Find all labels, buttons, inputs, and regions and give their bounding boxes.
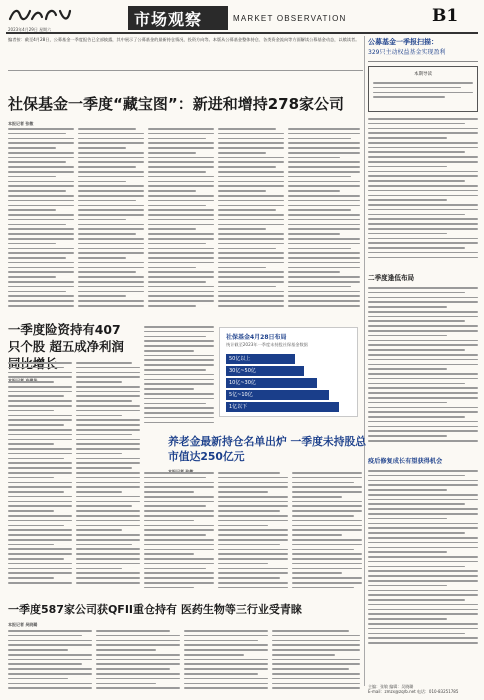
column-divider [364, 36, 365, 686]
infobox-row [226, 378, 352, 388]
infobox-row [226, 390, 352, 400]
right-column-text-2 [368, 287, 478, 452]
right-column-box [368, 66, 478, 112]
infobox-row-label: 50亿以上 [229, 356, 251, 362]
article-4-col-3 [184, 630, 268, 696]
newspaper-logo [8, 5, 72, 25]
qfii-headline-byline: 本报记者 吴晓璐 [8, 622, 38, 627]
infobox-row [226, 366, 352, 376]
infobox-title: 社保基金4月28日布局 [226, 334, 287, 341]
article-3-col-1 [144, 472, 214, 597]
right-column-box-label: 本期导读 [414, 72, 432, 77]
infobox-row [226, 354, 352, 364]
qfii-headline[interactable] [8, 602, 368, 632]
right-column-subheading: 329只主动权益基金实现盈利 [368, 49, 446, 56]
pension-headline-title: 养老金最新持仓名单出炉 一季度未持股总市值达250亿元 [168, 435, 367, 463]
main-headline-byline: 本报记者 张敏 [8, 121, 34, 126]
infobox-row-label: 5亿~10亿 [229, 392, 253, 398]
social-security-infobox [219, 327, 358, 417]
footer-contact: E-mail：zmzx@zqrb.net 电话：010-83251785 [368, 689, 459, 694]
infobox-row-label: 30亿~50亿 [229, 368, 256, 374]
infobox-subtitle: 统计截至2023年一季度末持股社保基金数据 [226, 342, 308, 347]
article-4-col-1 [8, 630, 92, 696]
article-3-col-3 [292, 472, 362, 597]
article-4-col-4 [272, 630, 360, 696]
page-footer [368, 684, 478, 694]
article-2-col-1 [8, 362, 72, 597]
article-3-col-2 [218, 472, 288, 597]
issue-date: 2023年4月29日 星期六 [8, 27, 52, 32]
right-column-text-3 [368, 470, 478, 655]
right-column-text-1 [368, 118, 478, 268]
qfii-headline-title: 一季度587家公司获QFII重仓持有 医药生物等三行业受青睐 [8, 603, 302, 616]
article-1-col-4 [218, 128, 284, 316]
article-2-col-2 [76, 362, 140, 597]
infobox-row [226, 402, 352, 412]
article-1-col-3 [148, 128, 214, 316]
masthead-rule [6, 32, 478, 34]
editor-note: 编者按：截至4月28日，公募基金一季度报告已全部披露，其中展示了公募基金的最新持仓情况、投资方向等。本版从公募基金整体持仓、各类资金流向等方面解读公募基金动态，以飨读者。 [8, 37, 363, 71]
insurance-headline-title: 一季度险资持有407只个股 超五成净利润 [8, 322, 124, 354]
infobox-row-label: 10亿~30亿 [229, 380, 256, 386]
infobox-row-label: 1亿以下 [229, 404, 248, 410]
right-column-section-title: 二季度逢低布局 [368, 274, 415, 282]
article-1-col-2 [78, 128, 144, 316]
article-2-col-3 [144, 326, 214, 430]
section-title: 市场观察 [134, 10, 203, 29]
article-1-col-5 [288, 128, 360, 316]
page-number: B1 [432, 6, 459, 26]
right-column-section-title-2: 疫后修复成长有望获得机会 [368, 458, 443, 465]
article-4-col-2 [96, 630, 180, 696]
article-1-col-1 [8, 128, 74, 316]
main-headline-title: 社保基金一季度“藏宝图”：新进和增持278家公司 [8, 95, 345, 113]
section-title-en: MARKET OBSERVATION [233, 14, 347, 23]
right-column [368, 37, 478, 697]
right-column-heading: 公募基金一季报扫描： [368, 38, 438, 46]
footer-editors: 主编：张敏 编辑：吴晓璐 [368, 684, 414, 689]
